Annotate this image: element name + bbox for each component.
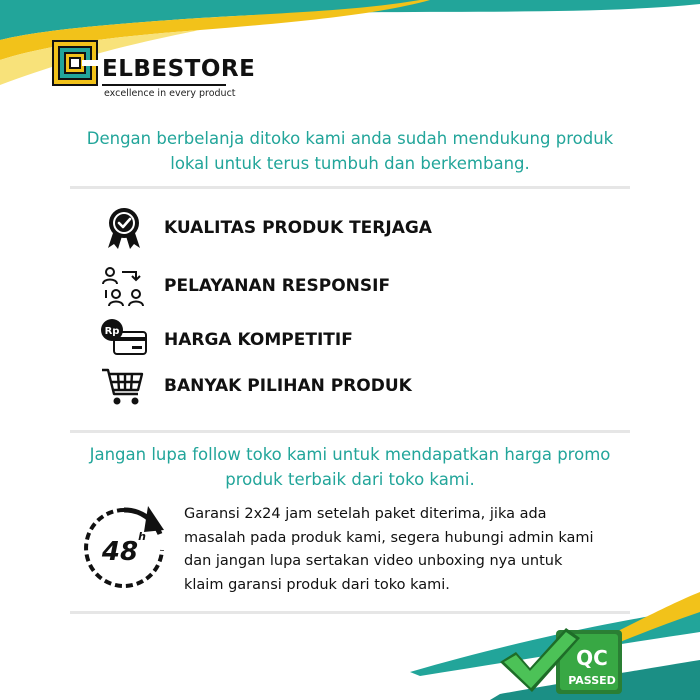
svg-text:Rp: Rp (104, 326, 120, 337)
brand-underline (102, 84, 226, 86)
feature-service (100, 264, 620, 308)
price-rupiah-card-icon (100, 318, 148, 362)
divider-bottom (70, 611, 630, 614)
qc-passed-badge-icon (496, 622, 624, 694)
brand-logo (52, 40, 256, 100)
brand-tagline: excellence in every product (104, 88, 236, 99)
feature-label-service: PELAYANAN RESPONSIF (164, 276, 391, 296)
brand-name: ELBESTORE (102, 56, 256, 82)
feature-label-price: HARGA KOMPETITIF (164, 330, 353, 350)
intro-text: Dengan berbelanja ditoko kami anda sudah mendukung produk lokal untuk terus tumbuh dan berkembang. (86, 129, 614, 173)
follow-text: Jangan lupa follow toko kami untuk mendapatkan harga promo produk terbaik dari toko kami. (89, 445, 611, 489)
divider-middle (70, 430, 630, 433)
qc-label: QC (576, 646, 608, 670)
elbestore-logo-icon (52, 40, 98, 86)
feature-choices (100, 364, 620, 408)
feature-label-quality: KUALITAS PRODUK TERJAGA (164, 218, 432, 238)
divider-top (70, 186, 630, 189)
clock-hours-suffix: h (138, 530, 146, 543)
responsive-service-icon (100, 264, 148, 308)
clock-hours-number: 48 (101, 537, 139, 567)
guarantee-text: Garansi 2x24 jam setelah paket diterima, jika ada masalah pada produk kami, segera hubungi admin kami dan jangan lupa sertakan video unboxing nya untuk klaim garansi produk dari toko kami. (184, 506, 594, 593)
passed-label: PASSED (568, 674, 616, 687)
shopping-cart-icon (100, 364, 148, 408)
quality-badge-icon (100, 206, 148, 250)
48-hour-clock-icon (82, 500, 166, 590)
feature-label-choices: BANYAK PILIHAN PRODUK (164, 376, 412, 396)
feature-price (100, 318, 620, 362)
feature-quality (100, 206, 620, 250)
